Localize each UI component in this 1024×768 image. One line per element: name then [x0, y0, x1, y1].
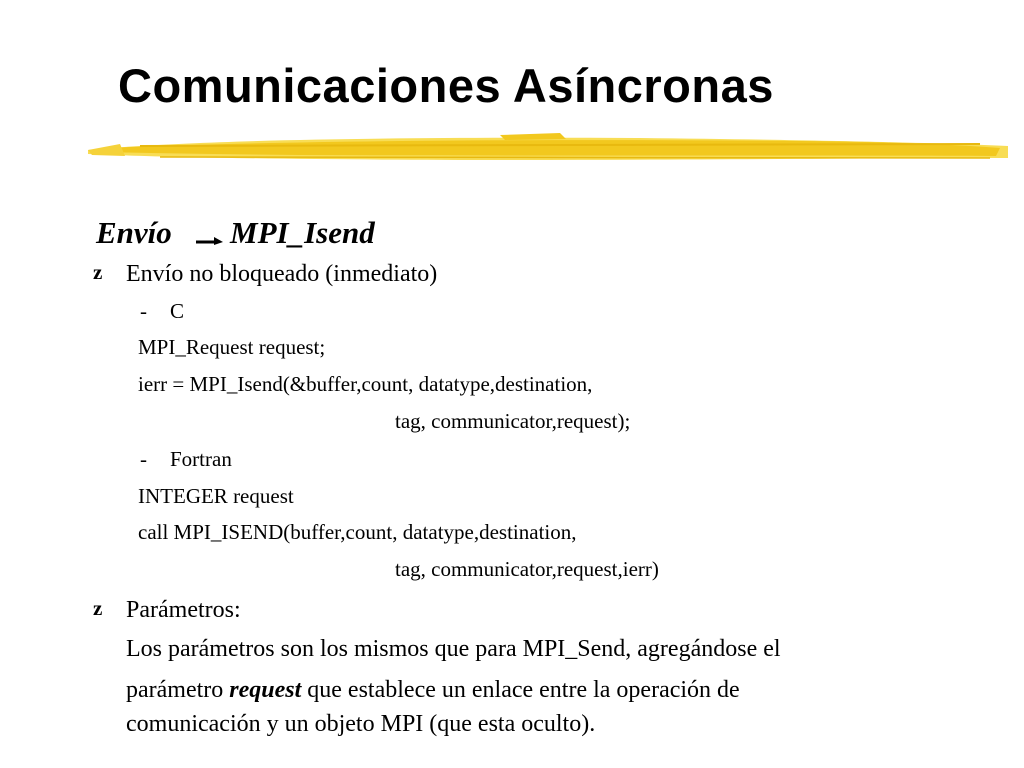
subheading-left: Envío	[96, 215, 172, 250]
slide-title: Comunicaciones Asíncronas	[118, 59, 774, 112]
fortran-line1: INTEGER request	[138, 484, 294, 508]
c-line3: tag, communicator,request);	[395, 409, 631, 433]
fortran-dash: -	[140, 447, 147, 471]
c-dash: -	[140, 299, 147, 323]
para-line2-post: que establece un enlace entre la operación de	[301, 677, 740, 703]
request-keyword: request	[229, 677, 302, 703]
bullet-z-icon: z	[93, 596, 103, 620]
para-line1: Los parámetros son los mismos que para MPI_Send, agregándose el	[126, 636, 781, 662]
fortran-line2: call MPI_ISEND(buffer,count, datatype,destination,	[138, 520, 577, 544]
para-line3: comunicación y un objeto MPI (que esta oculto).	[126, 711, 596, 737]
fortran-label: Fortran	[170, 447, 232, 471]
fortran-line3: tag, communicator,request,ierr)	[395, 557, 659, 581]
c-line1: MPI_Request request;	[138, 335, 326, 359]
para-line2	[126, 678, 740, 702]
c-line2: ierr = MPI_Isend(&buffer,count, datatype,destination,	[138, 372, 593, 396]
para-line2-pre: parámetro	[126, 677, 230, 703]
c-label: C	[170, 299, 185, 323]
bullet-z-icon: z	[93, 260, 103, 284]
bullet1-text: Envío no bloqueado (inmediato)	[126, 261, 438, 287]
arrow-right-icon	[196, 234, 224, 246]
subheading-right: MPI_Isend	[230, 215, 375, 250]
bullet2-text: Parámetros:	[126, 597, 241, 623]
